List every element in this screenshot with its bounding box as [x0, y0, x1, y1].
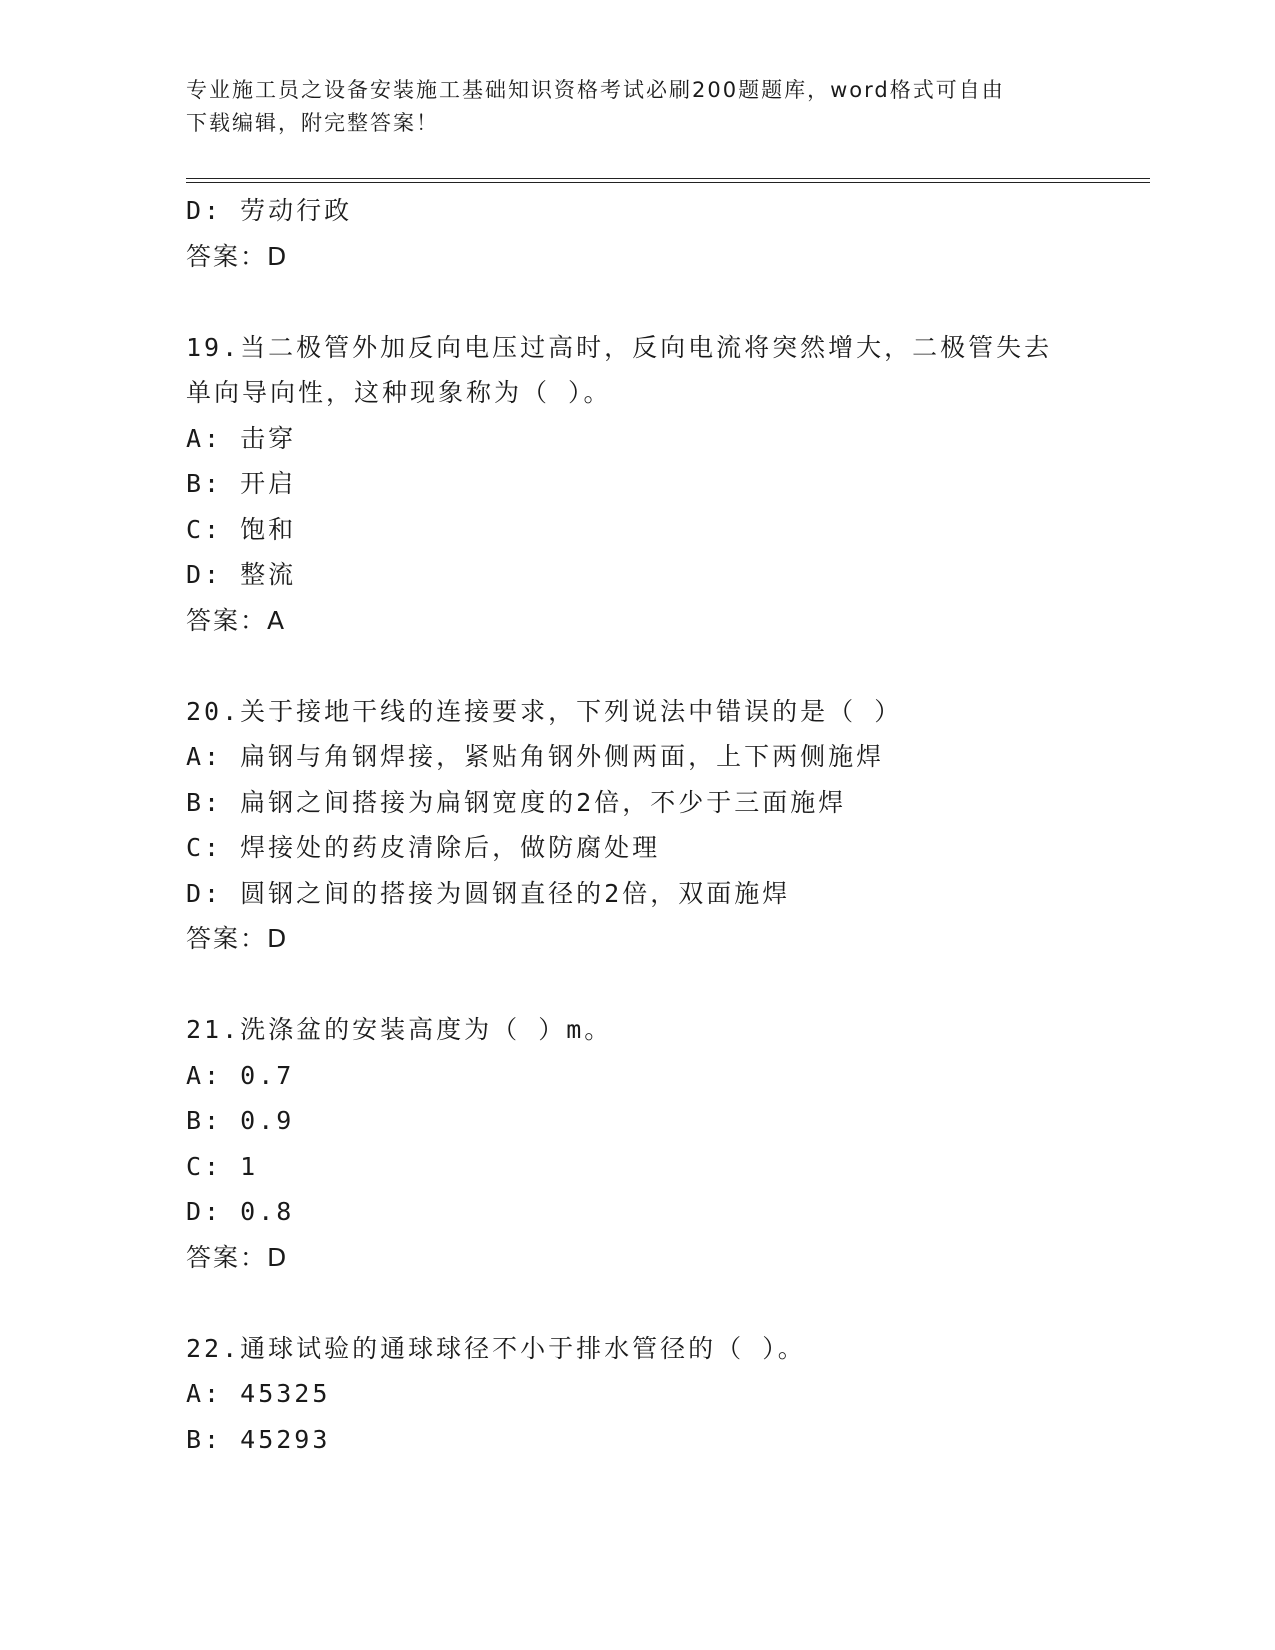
- spacer: [186, 279, 1116, 325]
- question-20: [186, 689, 1116, 962]
- question-list: [186, 188, 1116, 1462]
- spacer: [186, 962, 1116, 1008]
- answer: 答案：D: [186, 1242, 289, 1272]
- header-title-line-1: 专业施工员之设备安装施工基础知识资格考试必刷200题题库，word格式可自由: [186, 78, 1005, 102]
- option-b: B: 扁钢之间搭接为扁钢宽度的2倍，不少于三面施焊: [186, 787, 847, 817]
- question-18-tail: [186, 188, 1116, 279]
- question-21: [186, 1007, 1116, 1280]
- option-b: B: 0.9: [186, 1106, 295, 1135]
- option-a: A: 扁钢与角钢焊接，紧贴角钢外侧两面，上下两侧施焊: [186, 742, 885, 771]
- header-title-line-2: 下载编辑，附完整答案！: [186, 111, 439, 135]
- question-stem-continued: 单向导向性，这种现象称为（ ）。: [186, 378, 612, 407]
- question-stem: 19.当二极管外加反向电压过高时，反向电流将突然增大，二极管失去: [186, 332, 1053, 362]
- document-header: [186, 74, 1086, 140]
- question-stem: 20.关于接地干线的连接要求，下列说法中错误的是（ ）: [186, 696, 903, 726]
- spacer: [186, 643, 1116, 689]
- option-b: B: 开启: [186, 469, 297, 498]
- answer: 答案：A: [186, 605, 287, 635]
- header-divider-top: [186, 178, 1150, 179]
- spacer: [186, 1280, 1116, 1326]
- question-stem: 22.通球试验的通球球径不小于排水管径的（ ）。: [186, 1333, 806, 1363]
- header-divider-bottom: [186, 182, 1150, 183]
- option-d: D: 劳动行政: [186, 196, 353, 225]
- answer: 答案：D: [186, 924, 289, 953]
- question-stem: 21.洗涤盆的安装高度为（ ）m。: [186, 1015, 613, 1044]
- option-c: C: 1: [186, 1151, 259, 1181]
- option-c: C: 焊接处的药皮清除后，做防腐处理: [186, 833, 661, 862]
- answer: 答案：D: [186, 241, 289, 271]
- option-d: D: 整流: [186, 560, 297, 589]
- option-c: C: 饱和: [186, 514, 297, 544]
- option-a: A: 0.7: [186, 1060, 295, 1090]
- option-b: B: 45293: [186, 1424, 331, 1454]
- option-a: A: 击穿: [186, 423, 297, 453]
- question-19: [186, 325, 1116, 644]
- option-d: D: 圆钢之间的搭接为圆钢直径的2倍，双面施焊: [186, 878, 791, 908]
- question-22: [186, 1326, 1116, 1463]
- option-a: A: 45325: [186, 1379, 331, 1408]
- option-d: D: 0.8: [186, 1197, 295, 1226]
